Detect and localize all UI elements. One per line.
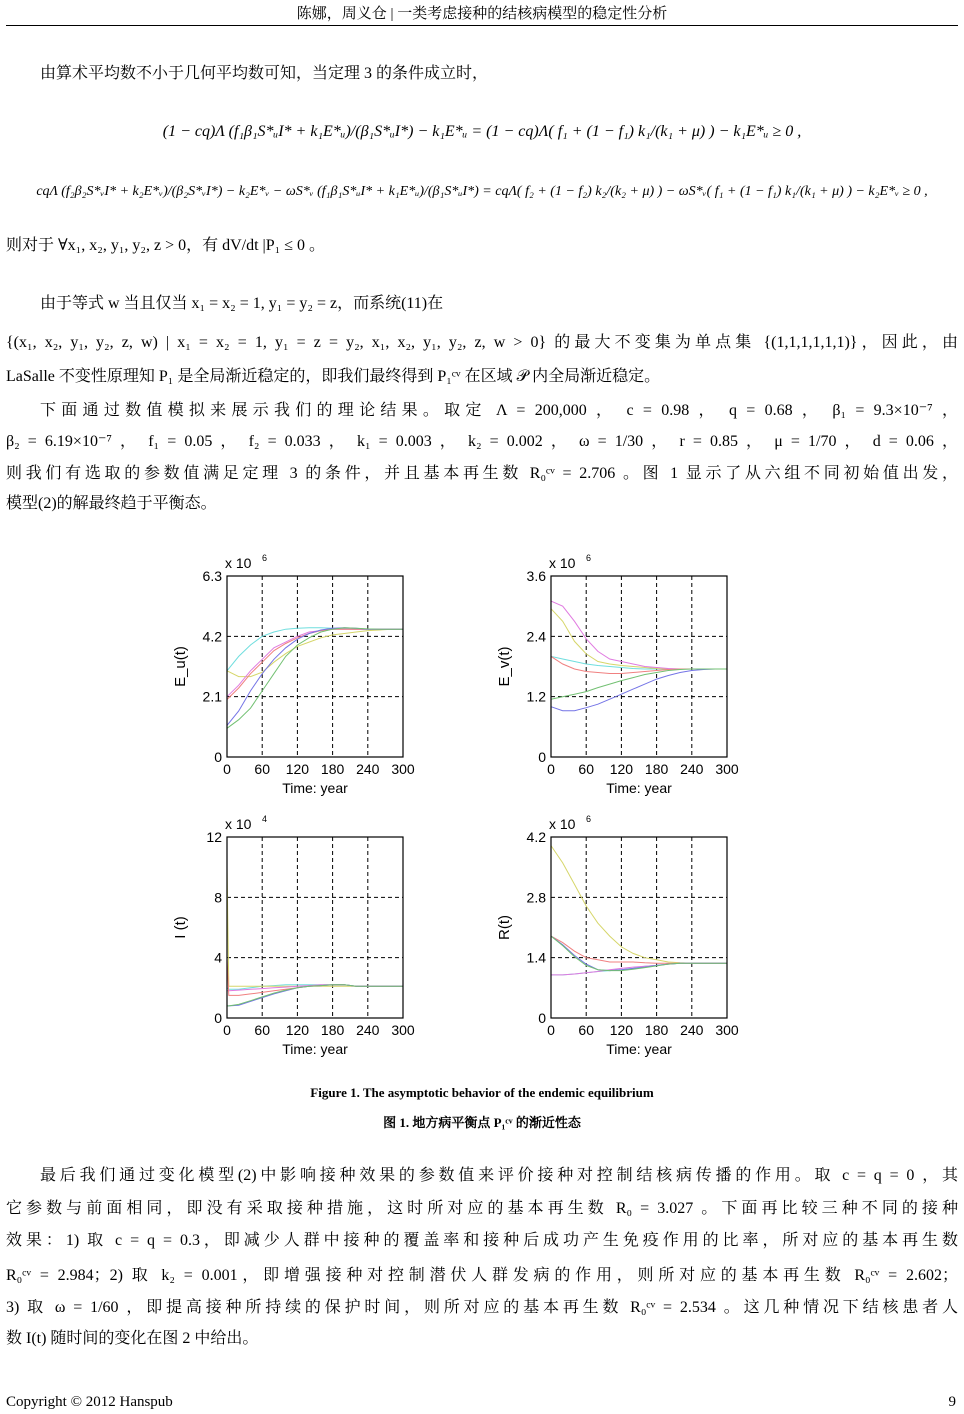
x-tick-label: 180: [644, 761, 669, 777]
header-rule: [6, 25, 958, 26]
equation-2: cqΛ (f₂β₂S*ᵥI* + k₂E*ᵥ)/(β₂S*ᵥI*) − k₂E*ᵥ − ωS*ᵥ (f₁β₁S*ᵤI* + k₁E*ᵤ)/(β₁S*ᵤI*) = cqΛ( f₂ + (1 − f₂) k₂/(k₂ + μ) ) − ωS*ᵥ( f₁ + (1 − f₁) k₁/(k₁ + μ) ) − k₂E*ᵥ ≥ 0 ,: [36, 184, 928, 199]
x-tick-label: 0: [547, 1022, 555, 1038]
paragraph-line: LaSalle 不变性原理知 P₁ 是全局渐近稳定的，即我们最终得到 P₁ᶜᵛ 在区域 𝒫 内全局渐近稳定。: [6, 368, 661, 385]
x-tick-label: 60: [254, 1022, 270, 1038]
series-line-magenta: [551, 601, 727, 669]
axis-exponent-prefix: x 10: [225, 816, 252, 832]
paragraph-line: {(x₁, x₂, y₁, y₂, z, w) | x₁ = x₂ = 1, y₁ = z = y₂, x₁, x₂, y₁, y₂, z, w > 0} 的最大不变集为单点集 {(1,1,1,1,1,1)}，因此，由: [6, 334, 958, 351]
chart-ev: [479, 550, 809, 810]
y-axis-label: R(t): [496, 915, 513, 940]
x-tick-label: 240: [680, 1022, 704, 1038]
axis-exponent-prefix: x 10: [549, 555, 576, 571]
y-tick-label: 4.2: [202, 628, 222, 645]
series-line-red: [227, 958, 403, 996]
series-line-cyan: [227, 628, 403, 671]
y-axis-label: E_v(t): [496, 646, 513, 687]
series-line-blue: [227, 985, 403, 1006]
series-line-cyan: [551, 963, 727, 975]
x-tick-label: 120: [285, 761, 310, 777]
y-tick-label: 0: [214, 749, 222, 765]
plot-frame: [227, 837, 403, 1018]
chart-r: [479, 811, 809, 1071]
equation-1: (1 − cq)Λ (f₁β₁S*ᵤI* + k₁E*ᵤ)/(β₁S*ᵤI*) − k₁E*ᵤ = (1 − cq)Λ( f₁ + (1 − f₁) k₁/(k₁ + μ) ) − k₁E*ᵤ ≥ 0 ,: [162, 123, 802, 140]
y-tick-label: 8: [214, 889, 222, 906]
x-tick-label: 180: [320, 1022, 345, 1038]
series-line-yellow: [551, 609, 727, 669]
series-line-yellow: [227, 867, 403, 986]
x-tick-label: 300: [391, 761, 415, 777]
x-tick-label: 240: [356, 1022, 380, 1038]
paragraph-line: 3) 取 ω = 1/60 ，即提高接种所持续的保护时间，则所对应的基本再生数 R₀ᶜᵛ = 2.534 。这几种情况下结核患者人: [6, 1299, 958, 1316]
x-tick-label: 240: [680, 761, 704, 777]
y-tick-label: 0: [538, 749, 546, 765]
y-axis-label: I (t): [172, 916, 189, 939]
footer-copyright: Copyright © 2012 Hanspub: [6, 1394, 173, 1410]
y-tick-label: 1.4: [526, 949, 546, 966]
x-tick-label: 180: [320, 761, 345, 777]
axis-exponent-power: 6: [586, 553, 592, 563]
paragraph-line: 模型(2)的解最终趋于平衡态。: [6, 495, 217, 512]
x-tick-label: 0: [223, 761, 231, 777]
paragraph-line: 由于等式 w 当且仅当 x₁ = x₂ = 1, y₁ = y₂ = z，而系统(11)在: [40, 295, 444, 312]
x-tick-label: 300: [391, 1022, 415, 1038]
paragraph-line: R₀ᶜᵛ = 2.984；2) 取 k₂ = 0.001，即增强接种对控制潜伏人群发病的作用，则所对应的基本再生数 R₀ᶜᵛ = 2.602；: [6, 1267, 958, 1284]
x-axis-label: Time: year: [606, 1041, 672, 1057]
x-tick-label: 180: [644, 1022, 669, 1038]
y-tick-label: 4.2: [526, 829, 546, 845]
figure-caption-zh: 图 1. 地方病平衡点 P₁ᶜᵛ 的渐近性态: [383, 1115, 581, 1130]
chart-i: [155, 811, 485, 1071]
paragraph-line: 效果：1) 取 c = q = 0.3，即减少人群中接种的覆盖率和接种后成功产生免疫作用的比率，所对应的基本再生数: [6, 1232, 958, 1249]
axis-exponent-prefix: x 10: [225, 555, 252, 571]
x-tick-label: 300: [715, 761, 739, 777]
y-tick-label: 12: [206, 829, 222, 845]
running-header: 陈娜，周义仓 | 一类考虑接种的结核病模型的稳定性分析: [296, 6, 668, 22]
y-tick-label: 0: [214, 1010, 222, 1026]
y-axis-label: E_u(t): [172, 646, 189, 687]
x-tick-label: 120: [285, 1022, 310, 1038]
series-line-green: [227, 985, 403, 1006]
series-line-green: [551, 669, 727, 699]
y-tick-label: 6.3: [202, 568, 222, 584]
axis-exponent-power: 6: [586, 814, 592, 824]
plot-frame: [227, 576, 403, 757]
y-tick-label: 2.1: [202, 688, 222, 705]
series-line-magenta: [551, 963, 727, 975]
x-tick-label: 240: [356, 761, 380, 777]
y-tick-label: 2.8: [526, 889, 546, 906]
x-tick-label: 120: [609, 1022, 634, 1038]
x-tick-label: 60: [578, 761, 594, 777]
page-number: 9: [948, 1394, 956, 1410]
x-tick-label: 60: [254, 761, 270, 777]
series-line-blue: [551, 669, 727, 711]
x-tick-label: 0: [223, 1022, 231, 1038]
x-tick-label: 120: [609, 761, 634, 777]
paragraph-line: 下面通过数值模拟来展示我们的理论结果。取定 Λ = 200,000 ， c = 0.98 ， q = 0.68 ， β₁ = 9.3×10⁻⁷ ，: [40, 402, 958, 419]
paragraph-line: 数 I(t) 随时间的变化在图 2 中给出。: [6, 1330, 259, 1347]
paragraph-line: 最后我们通过变化模型(2)中影响接种效果的参数值来评价接种对控制结核病传播的作用。取 c = q = 0 ，其: [40, 1167, 958, 1184]
x-tick-label: 0: [547, 761, 555, 777]
y-tick-label: 1.2: [526, 688, 546, 705]
figure-caption-en: Figure 1. The asymptotic behavior of the endemic equilibrium: [310, 1085, 654, 1100]
plot-frame: [551, 837, 727, 1018]
paragraph-line: 它参数与前面相同，即没有采取接种措施，这时所对应的基本再生数 R₀ = 3.027 。下面再比较三种不同的接种: [6, 1200, 958, 1217]
paragraph-line: β₂ = 6.19×10⁻⁷ ， f₁ = 0.05 ， f₂ = 0.033 ， k₁ = 0.003 ， k₂ = 0.002 ， ω = 1/30 ， r = 0.85 ， μ = 1/70 ， d = 0.06 ，: [6, 433, 958, 450]
series-line-yellow: [551, 846, 727, 964]
x-axis-label: Time: year: [606, 780, 672, 796]
x-tick-label: 300: [715, 1022, 739, 1038]
axis-exponent-power: 4: [262, 814, 268, 824]
paragraph-line: 由算术平均数不小于几何平均数可知，当定理 3 的条件成立时，: [40, 65, 489, 82]
y-tick-label: 2.4: [526, 628, 546, 645]
paragraph-line: 则对于 ∀x₁, x₂, y₁, y₂, z > 0，有 dV/dt |P₁ ≤ 0 。: [6, 237, 326, 254]
paragraph-line: 则我们有选取的参数值满足定理 3 的条件，并且基本再生数 R₀ᶜᵛ = 2.706 。图 1 显示了从六组不同初始值出发，: [6, 465, 958, 482]
axis-exponent-prefix: x 10: [549, 816, 576, 832]
x-tick-label: 60: [578, 1022, 594, 1038]
y-tick-label: 0: [538, 1010, 546, 1026]
x-axis-label: Time: year: [282, 780, 348, 796]
x-axis-label: Time: year: [282, 1041, 348, 1057]
chart-eu: [155, 550, 485, 810]
axis-exponent-power: 6: [262, 553, 268, 563]
y-tick-label: 3.6: [526, 568, 546, 584]
y-tick-label: 4: [214, 949, 222, 966]
